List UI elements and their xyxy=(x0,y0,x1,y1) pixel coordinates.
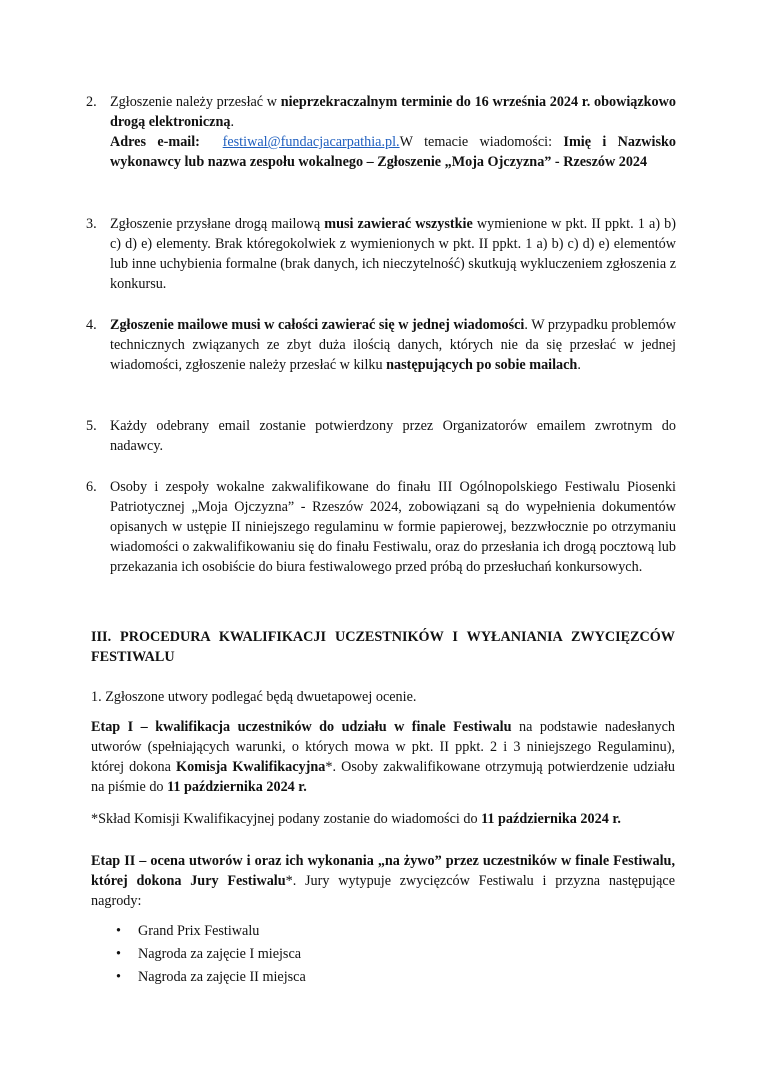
text-run: *. Jury wytypuje zwycięzców Festiwalu i przyzna następujące nagrody: xyxy=(91,873,676,909)
item-body xyxy=(110,92,676,172)
text-run: Zgłoszenie należy przesłać w xyxy=(110,94,281,110)
item-number: 6. xyxy=(86,479,97,495)
text-run: na podstawie nadesłanych utworów (spełniających warunki, o których mowa w pkt. II ppkt. 2 i 3 niniejszego Regulaminu), której dokona xyxy=(91,719,675,775)
bold-text: 11 października 2024 r. xyxy=(481,811,621,827)
text-run: . xyxy=(577,357,581,373)
section-heading: III. PROCEDURA KWALIFIKACJI UCZESTNIKÓW I WYŁANIANIA ZWYCIĘZCÓW FESTIWALU xyxy=(91,629,675,665)
subject-format-text: Imię i Nazwisko wykonawcy lub nazwa zespołu wokalnego – Zgłoszenie „Moja Ojczyzna” - Rzeszów 2024 xyxy=(110,134,676,170)
text-run: wymienione w pkt. II ppkt. 1 a) b) c) d) e) elementy. Brak któregokolwiek z wymienionych w pkt. II ppkt. 1 a) b) c) d) e) elementów lub inne uchybienia formalne (brak danych, ich nieczytelność) skutkują wykluczeniem zgłoszenia z konkursu. xyxy=(110,216,676,292)
item-body xyxy=(110,315,676,375)
text-run: . W przypadku problemów technicznych związanych ze zbyt duża ilością danych, których nie da się przesłać w jednej wiadomości, zgłoszenie należy przesłać w kilku xyxy=(110,317,676,373)
text-run: *Skład Komisji Kwalifikacyjnej podany zostanie do wiadomości do xyxy=(91,811,482,827)
paragraph-intro: 1. Zgłoszone utwory podlegać będą dwuetapowej ocenie. xyxy=(91,689,417,705)
bullet-icon: • xyxy=(116,946,121,962)
paragraph-etap-2 xyxy=(91,851,675,911)
award-label: Grand Prix Festiwalu xyxy=(138,923,260,939)
bold-text: 11 października 2024 r. xyxy=(167,779,307,795)
bold-text: Etap I – kwalifikacja uczestników do udziału w finale Festiwalu xyxy=(91,719,512,735)
bullet-icon: • xyxy=(116,923,121,939)
bold-text: Komisja Kwalifikacyjna xyxy=(176,759,326,775)
bold-text: Etap II – ocena utworów i oraz ich wykonania „na żywo” przez uczestników w finale Festiwalu, której dokona Jury Festiwalu xyxy=(91,853,675,889)
email-label: Adres e-mail: xyxy=(110,134,200,150)
email-link[interactable]: festiwal@fundacjacarpathia.pl. xyxy=(222,134,400,150)
deadline-text: nieprzekraczalnym terminie do 16 września 2024 r. obowiązkowo drogą elektroniczną xyxy=(110,94,676,130)
item-number: 2. xyxy=(86,94,97,110)
item-number: 5. xyxy=(86,418,97,434)
bold-text: musi zawierać wszystkie xyxy=(324,216,473,232)
text-run: Zgłoszenie przysłane drogą mailową xyxy=(110,216,325,232)
paragraph-etap-1 xyxy=(91,717,675,797)
item-number: 3. xyxy=(86,216,97,232)
bold-text: Zgłoszenie mailowe musi w całości zawierać się w jednej wiadomości xyxy=(110,317,525,333)
paragraph-note xyxy=(91,809,675,829)
item-body: Osoby i zespoły wokalne zakwalifikowane do finału III Ogólnopolskiego Festiwalu Piosenki Patriotycznej „Moja Ojczyzna” - Rzeszów 2024, zobowiązani są do wypełnienia dokumentów opisanych w ustępie II niniejszego regulaminu w formie papierowej, bezzwłocznie po otrzymaniu wiadomości o zakwalifikowaniu się do finału Festiwalu, oraz do przesłania ich drogą pocztową lub przekazania ich osobiście do biura festiwalowego przed próbą do przesłuchań konkursowych. xyxy=(110,479,676,575)
item-body: Każdy odebrany email zostanie potwierdzony przez Organizatorów emailem zwrotnym do nadawcy. xyxy=(110,418,676,454)
text-run: W temacie wiadomości: xyxy=(399,134,564,150)
item-body xyxy=(110,214,676,294)
bullet-icon: • xyxy=(116,969,121,985)
item-number: 4. xyxy=(86,317,97,333)
text-run: *. Osoby zakwalifikowane otrzymują potwierdzenie udziału na piśmie do xyxy=(91,759,675,795)
award-label: Nagroda za zajęcie I miejsca xyxy=(138,946,302,962)
award-label: Nagroda za zajęcie II miejsca xyxy=(138,969,306,985)
text-run: . xyxy=(230,114,235,130)
bold-text: następujących po sobie mailach xyxy=(386,357,578,373)
